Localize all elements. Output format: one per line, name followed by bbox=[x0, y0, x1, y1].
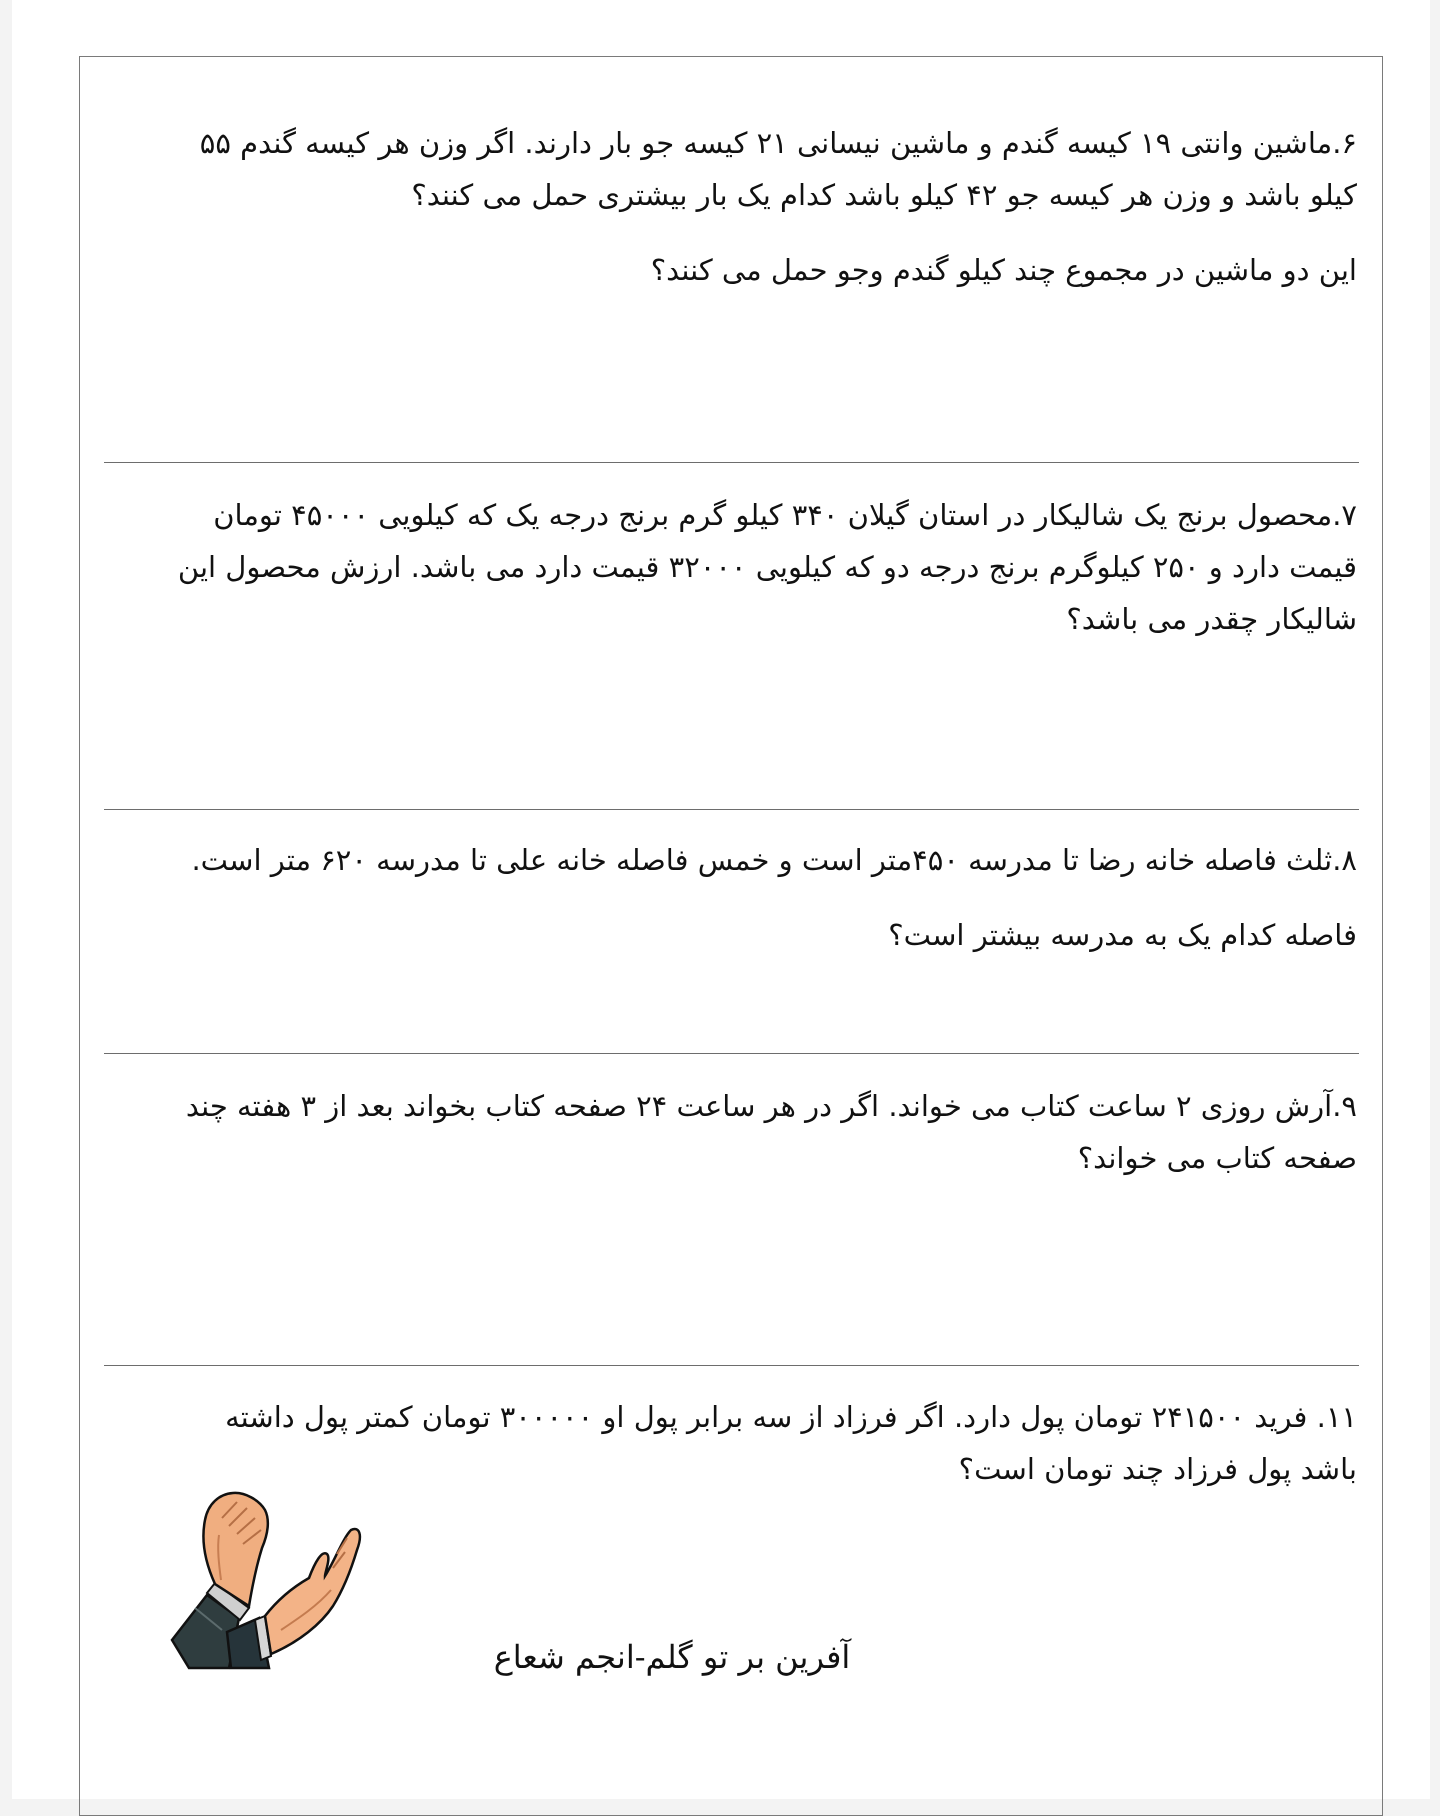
question-7-line-3: شالیکار چقدر می باشد؟ bbox=[1066, 602, 1357, 636]
question-9-line-2: صفحه کتاب می خواند؟ bbox=[1077, 1141, 1357, 1175]
praise-text: آفرین بر تو گلم-انجم شعاع bbox=[493, 1638, 851, 1676]
question-7 bbox=[112, 489, 1357, 645]
worksheet-page bbox=[12, 0, 1430, 1799]
question-8-line-1: ۸.ثلث فاصله خانه رضا تا مدرسه ۴۵۰متر است و خمس فاصله خانه علی تا مدرسه ۶۲۰ متر است. bbox=[191, 843, 1357, 877]
question-11 bbox=[112, 1391, 1357, 1495]
divider bbox=[104, 1053, 1359, 1054]
question-6-line-2: کیلو باشد و وزن هر کیسه جو ۴۲ کیلو باشد کدام یک بار بیشتری حمل می کنند؟ bbox=[411, 178, 1357, 212]
question-7-line-2: قیمت دارد و ۲۵۰ کیلوگرم برنج درجه دو که کیلویی ۳۲۰۰۰ قیمت دارد می باشد. ارزش محصول این bbox=[177, 550, 1357, 584]
question-9-line-1: ۹.آرش روزی ۲ ساعت کتاب می خواند. اگر در هر ساعت ۲۴ صفحه کتاب بخواند بعد از ۳ هفته چند bbox=[185, 1089, 1357, 1123]
divider bbox=[104, 462, 1359, 463]
divider bbox=[104, 809, 1359, 810]
question-6-line-1: ۶.ماشین وانتی ۱۹ کیسه گندم و ماشین نیسانی ۲۱ کیسه جو بار دارند. اگر وزن هر کیسه گندم ۵۵ bbox=[199, 126, 1357, 160]
clapping-hands-icon bbox=[167, 1490, 367, 1675]
question-8 bbox=[112, 834, 1357, 961]
question-6 bbox=[112, 117, 1357, 296]
question-9 bbox=[112, 1080, 1357, 1184]
question-11-line-2: باشد پول فرزاد چند تومان است؟ bbox=[958, 1452, 1357, 1486]
question-6-subquestion: این دو ماشین در مجموع چند کیلو گندم وجو حمل می کنند؟ bbox=[650, 253, 1357, 287]
question-11-line-1: ۱۱. فرید ۲۴۱۵۰۰ تومان پول دارد. اگر فرزاد از سه برابر پول او ۳۰۰۰۰۰ تومان کمتر پول داشته bbox=[225, 1400, 1357, 1434]
divider bbox=[104, 1365, 1359, 1366]
question-8-subquestion: فاصله کدام یک به مدرسه بیشتر است؟ bbox=[888, 918, 1357, 952]
question-7-line-1: ۷.محصول برنج یک شالیکار در استان گیلان ۳۴۰ کیلو گرم برنج درجه یک که کیلویی ۴۵۰۰۰ تومان bbox=[213, 498, 1357, 532]
